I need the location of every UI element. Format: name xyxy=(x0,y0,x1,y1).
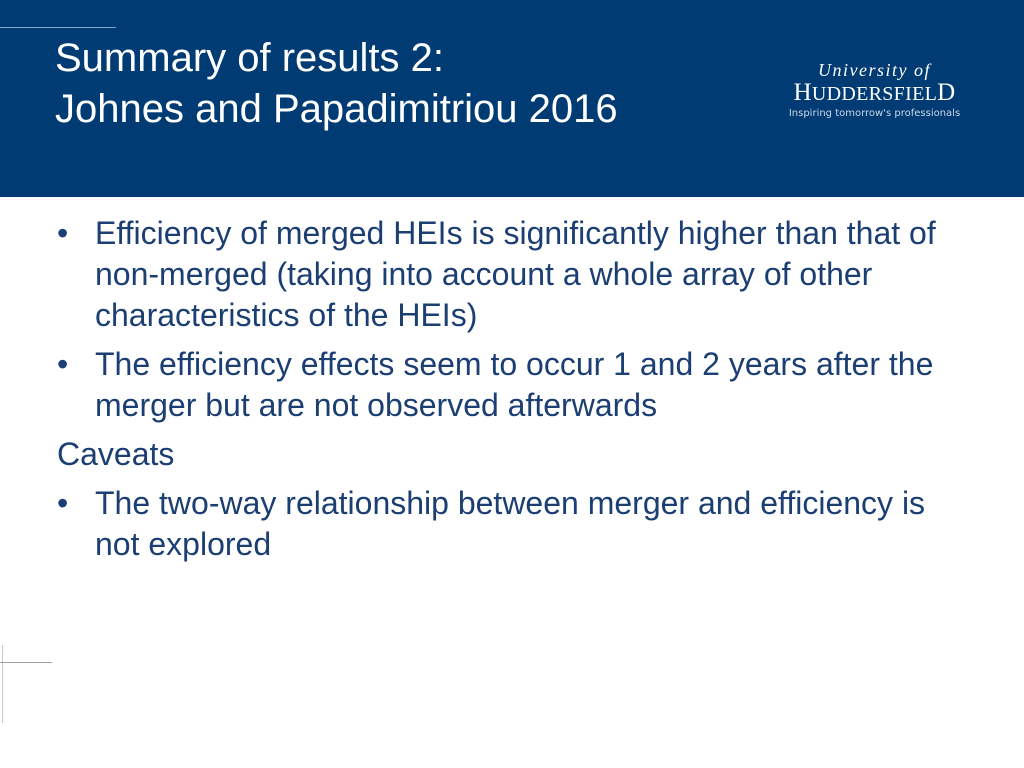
bullet-dot-icon: • xyxy=(57,485,69,521)
bullet-item xyxy=(57,213,977,336)
bullet-text: The two-way relationship between merger and efficiency is not explored xyxy=(95,485,926,562)
bullet-dot-icon: • xyxy=(57,215,69,251)
logo-letter-h: H xyxy=(793,79,812,106)
logo-tagline: Inspiring tomorrow's professionals xyxy=(788,108,961,119)
caveats-heading: Caveats xyxy=(57,436,175,472)
slide-title-line2: Johnes and Papadimitriou 2016 xyxy=(55,87,618,131)
logo-university-of: University of xyxy=(818,60,931,80)
university-logo xyxy=(782,60,967,121)
logo-huddersfield xyxy=(782,80,967,107)
slide-body xyxy=(57,213,977,573)
bullet-text: Efficiency of merged HEIs is significantly higher than that of non-merged (taking into account a whole array of other characteristics of the HEIs) xyxy=(95,215,936,333)
corner-mark-top xyxy=(0,27,116,28)
slide-title-line1: Summary of results 2: xyxy=(55,36,445,80)
logo-letter-d: D xyxy=(937,79,956,106)
corner-mark-bottom-vertical xyxy=(2,645,3,723)
bullet-text: The efficiency effects seem to occur 1 and 2 years after the merger but are not observed afterwards xyxy=(95,346,934,423)
bullet-item xyxy=(57,483,977,565)
bullet-dot-icon: • xyxy=(57,346,69,382)
slide-title xyxy=(55,33,618,135)
corner-mark-bottom-horizontal xyxy=(0,662,52,663)
logo-letters-middle: UDDERSFIEL xyxy=(811,83,938,105)
bullet-item xyxy=(57,344,977,426)
slide-header xyxy=(0,0,1024,197)
